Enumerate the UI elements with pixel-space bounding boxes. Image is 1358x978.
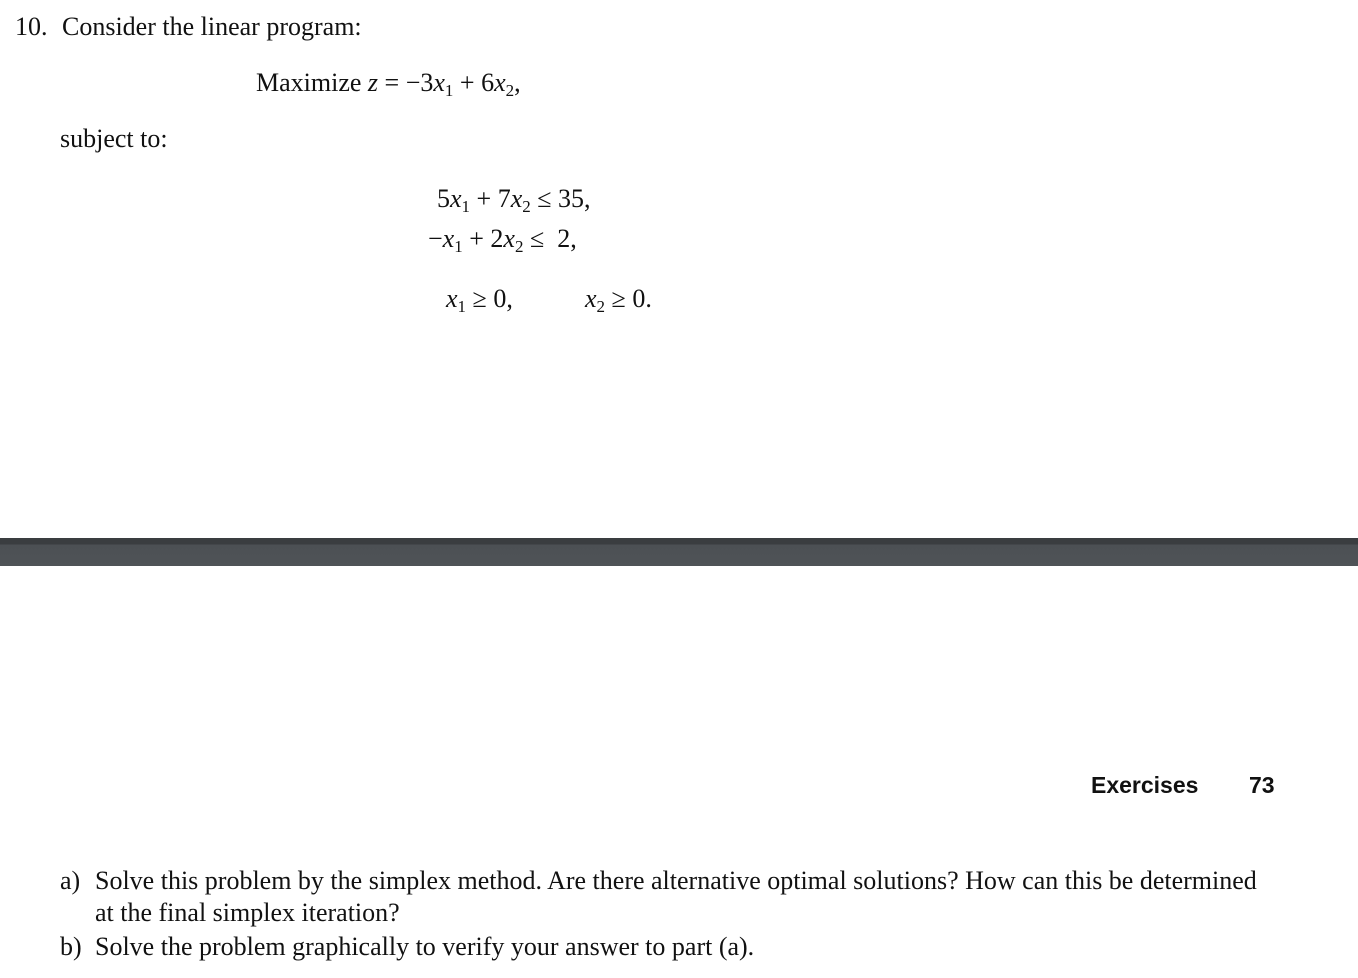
page-number: 73 [1249,772,1275,798]
objective-function: Maximize $z = -3x_1 + 6x_2$, [256,68,521,100]
page-separator [0,538,1358,566]
constraint-1: $5x_1 + 7x_2 \le 35$, [437,184,591,216]
part-a-text-continued: at the final simplex iteration? [95,898,400,927]
constraint-2: $-x_1 + 2x_2 \le 2$, [428,224,577,256]
objective-word: Maximize [256,68,362,97]
part-b-text: Solve the problem graphically to verify your answer to part (a). [95,932,755,961]
nonnegativity-x2: $x_2 \ge 0$. [585,284,652,316]
part-b-label: b) [60,932,82,961]
part-a-text: Solve this problem by the simplex method. Are there alternative optimal solutions? How can this be determined [95,866,1257,895]
nonnegativity-x1: $x_1 \ge 0$, [446,284,513,316]
running-header-title: Exercises [1091,772,1199,798]
part-a-label: a) [60,866,81,895]
subject-to-label: subject to: [60,124,168,153]
problem-intro: Consider the linear program: [62,12,362,41]
problem-number: 10. [15,12,48,41]
